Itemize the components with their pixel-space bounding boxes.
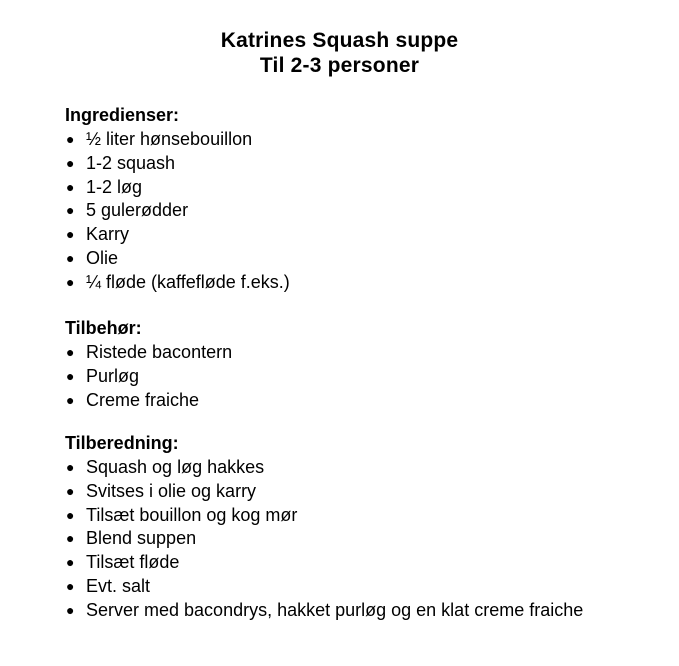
accessory-text: Creme fraiche <box>86 389 200 410</box>
bullet-icon: ● <box>66 577 75 594</box>
list-item <box>65 527 665 551</box>
ingredients-list <box>65 128 665 295</box>
list-item <box>65 551 665 575</box>
ingredient-text: Olie <box>86 247 119 268</box>
bullet-icon: ● <box>66 506 75 523</box>
bullet-icon: ● <box>66 344 75 360</box>
list-item <box>65 365 665 389</box>
preparation-heading: Tilberedning: <box>65 433 179 453</box>
bullet-icon: ● <box>66 601 75 618</box>
bullet-icon: ● <box>66 249 75 266</box>
preparation-section <box>65 432 665 623</box>
ingredient-text: 5 gulerødder <box>86 200 189 221</box>
step-text: Squash og løg hakkes <box>86 457 265 477</box>
ingredient-text: Karry <box>86 224 130 245</box>
bullet-icon: ● <box>66 273 75 290</box>
list-item <box>65 176 665 200</box>
list-item <box>65 599 665 623</box>
list-item <box>65 504 665 528</box>
accessories-section <box>65 317 665 412</box>
accessory-text: Ristede bacontern <box>86 342 233 362</box>
list-item <box>65 389 665 413</box>
list-item <box>65 341 665 365</box>
list-item <box>65 152 665 176</box>
bullet-icon: ● <box>66 391 75 408</box>
step-text: Server med bacondrys, hakket purløg og en klat creme fraiche <box>86 599 584 620</box>
bullet-icon: ● <box>66 554 75 571</box>
bullet-icon: ● <box>66 459 75 475</box>
accessories-list <box>65 341 665 412</box>
bullet-icon: ● <box>66 202 75 219</box>
ingredient-text: ¼ fløde (kaffefløde f.eks.) <box>86 271 290 292</box>
recipe-servings: Til 2-3 personer <box>259 54 420 77</box>
bullet-icon: ● <box>66 482 75 499</box>
bullet-icon: ● <box>66 178 75 195</box>
recipe-title: Katrines Squash suppe <box>220 29 459 52</box>
bullet-icon: ● <box>66 131 75 147</box>
recipe-title-block <box>0 28 679 78</box>
bullet-icon: ● <box>66 226 75 243</box>
ingredient-text: ½ liter hønsebouillon <box>86 129 253 149</box>
list-item <box>65 247 665 271</box>
step-text: Svitses i olie og karry <box>86 480 257 501</box>
step-text: Blend suppen <box>86 528 197 549</box>
bullet-icon: ● <box>66 367 75 384</box>
step-text: Tilsæt bouillon og kog mør <box>86 504 298 525</box>
ingredient-text: 1-2 squash <box>86 152 176 173</box>
bullet-icon: ● <box>66 154 75 171</box>
list-item <box>65 223 665 247</box>
list-item <box>65 199 665 223</box>
ingredients-section <box>65 104 665 295</box>
ingredient-text: 1-2 løg <box>86 176 143 197</box>
list-item <box>65 575 665 599</box>
ingredients-heading: Ingredienser: <box>65 105 180 125</box>
step-text: Evt. salt <box>86 575 151 596</box>
list-item <box>65 128 665 152</box>
list-item <box>65 480 665 504</box>
bullet-icon: ● <box>66 530 75 547</box>
list-item <box>65 456 665 480</box>
accessory-text: Purløg <box>86 365 140 386</box>
step-text: Tilsæt fløde <box>86 552 180 573</box>
list-item <box>65 271 665 295</box>
preparation-list <box>65 456 665 623</box>
accessories-heading: Tilbehør: <box>65 318 142 338</box>
